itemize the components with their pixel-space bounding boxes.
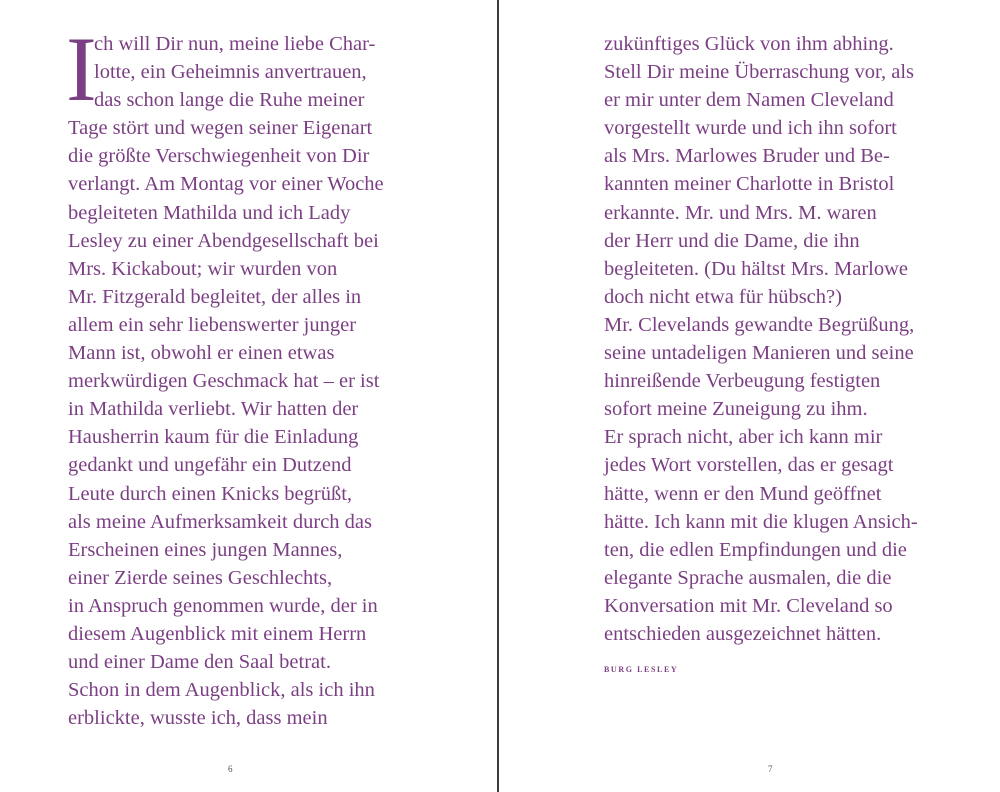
text-line: Leute durch einen Knicks begrüßt,	[68, 482, 353, 505]
text-line: verlangt. Am Montag vor einer Woche	[68, 173, 384, 196]
right-page-text	[604, 30, 918, 648]
text-line: lotte, ein Geheimnis anvertrauen,	[94, 61, 367, 84]
text-line: die größte Verschwiegenheit von Dir	[68, 145, 370, 168]
left-page	[0, 0, 497, 792]
text-line: elegante Sprache ausmalen, die die	[604, 566, 892, 589]
text-line: Mr. Clevelands gewandte Begrüßung,	[604, 313, 915, 336]
text-line: jedes Wort vorstellen, das er gesagt	[604, 454, 894, 477]
text-line: gedankt und ungefähr ein Dutzend	[68, 454, 352, 477]
text-line: Er sprach nicht, aber ich kann mir	[604, 426, 883, 449]
page-number-right: 7	[768, 764, 773, 774]
text-line: in Mathilda verliebt. Wir hatten der	[68, 398, 359, 421]
text-line: Schon in dem Augenblick, als ich ihn	[68, 679, 375, 702]
text-line: als Mrs. Marlowes Bruder und Be-	[604, 145, 890, 168]
text-line: kannten meiner Charlotte in Bristol	[604, 173, 895, 196]
text-line: als meine Aufmerksamkeit durch das	[68, 510, 372, 533]
text-line: diesem Augenblick mit einem Herrn	[68, 622, 367, 645]
text-line: Stell Dir meine Überraschung vor, als	[604, 61, 915, 84]
text-line: Mrs. Kickabout; wir wurden von	[68, 257, 338, 280]
section-heading: BURG LESLEY	[604, 665, 679, 674]
text-line: zukünftiges Glück von ihm abhing.	[604, 33, 894, 55]
text-line: Konversation mit Mr. Cleveland so	[604, 594, 893, 617]
text-line: er mir unter dem Namen Cleveland	[604, 89, 894, 112]
left-page-text	[66, 18, 384, 732]
text-line: hätte. Ich kann mit die klugen Ansich-	[604, 510, 918, 533]
text-line: Erscheinen eines jungen Mannes,	[68, 538, 343, 561]
text-line: hinreißende Verbeugung festigten	[604, 370, 881, 393]
text-line: Lesley zu einer Abendgesellschaft bei	[68, 229, 379, 252]
right-page	[500, 0, 1000, 792]
text-line: ch will Dir nun, meine liebe Char-	[94, 33, 376, 55]
text-line: begleiteten Mathilda und ich Lady	[68, 201, 351, 224]
text-line: seine untadeligen Manieren und seine	[604, 342, 914, 365]
text-line: begleiteten. (Du hältst Mrs. Marlowe	[604, 257, 909, 280]
text-line: entschieden ausgezeichnet hätten.	[604, 622, 882, 645]
text-line: erblickte, wusste ich, dass mein	[68, 707, 328, 730]
text-line: vorgestellt wurde und ich ihn sofort	[604, 117, 897, 140]
text-line: allem ein sehr liebenswerter junger	[68, 313, 357, 336]
text-line: ten, die edlen Empfindungen und die	[604, 538, 907, 561]
text-line: das schon lange die Ruhe meiner	[94, 89, 365, 112]
text-line: in Anspruch genommen wurde, der in	[68, 594, 378, 617]
text-line: doch nicht etwa für hübsch?)	[604, 285, 842, 308]
text-line: merkwürdigen Geschmack hat – er ist	[68, 370, 380, 393]
dropcap: I	[66, 18, 97, 120]
text-line: sofort meine Zuneigung zu ihm.	[604, 398, 868, 421]
text-line: Mr. Fitzgerald begleitet, der alles in	[68, 285, 362, 308]
text-line: Mann ist, obwohl er einen etwas	[68, 342, 335, 365]
text-line: Tage stört und wegen seiner Eigenart	[68, 117, 373, 140]
text-line: und einer Dame den Saal betrat.	[68, 651, 331, 674]
text-line: der Herr und die Dame, die ihn	[604, 229, 860, 252]
text-line: hätte, wenn er den Mund geöffnet	[604, 482, 882, 505]
text-line: erkannte. Mr. und Mrs. M. waren	[604, 201, 877, 224]
page-number-left: 6	[228, 764, 233, 774]
text-line: Hausherrin kaum für die Einladung	[68, 426, 359, 449]
book-gutter	[497, 0, 499, 792]
text-line: einer Zierde seines Geschlechts,	[68, 566, 333, 589]
